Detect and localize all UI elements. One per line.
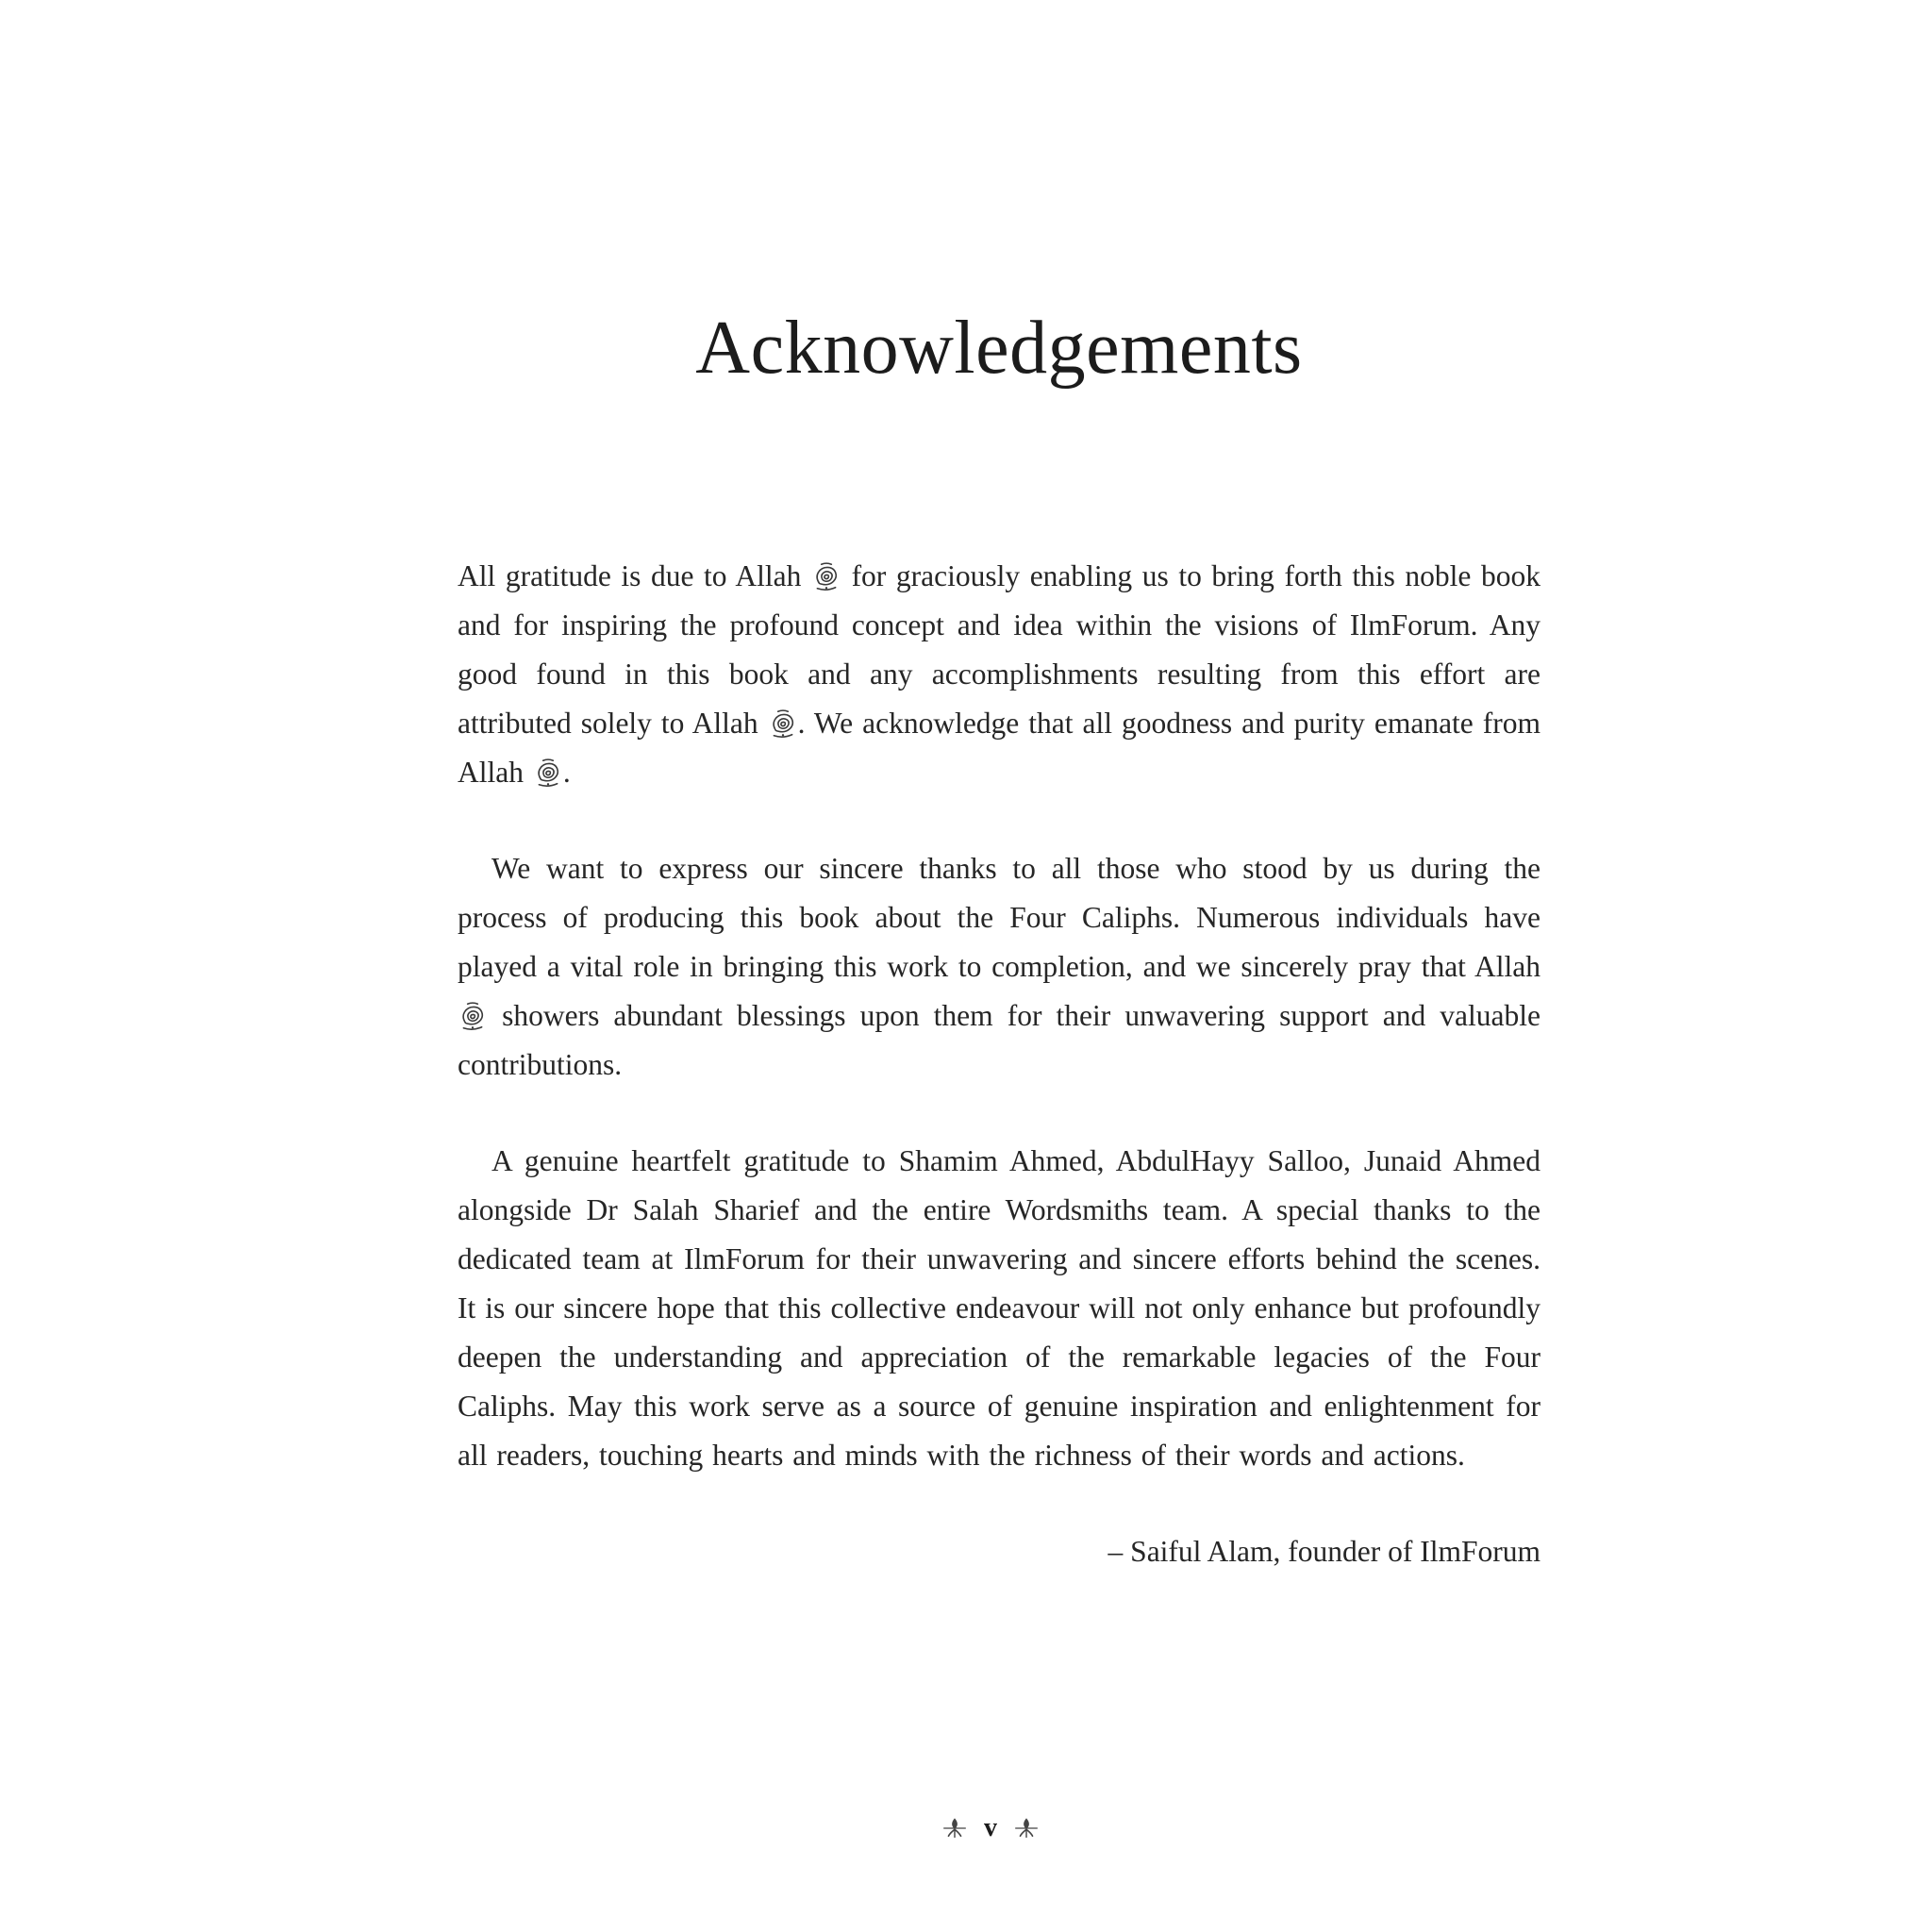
fleuron-right-icon [1014, 1816, 1039, 1840]
allah-honorific-icon [534, 758, 562, 788]
allah-honorific-icon [458, 1001, 487, 1031]
page-number: v [984, 1813, 997, 1842]
page-footer [458, 1813, 1524, 1843]
paragraph-2: We want to express our sincere thanks to all those who stood by us during the process of producing this book about the Four Caliphs. Numerous individuals have played a vital role in bringing this work to completion, and we sincerely pray that Allah showers abundant blessings upon them for their unwavering support and valuable contributions. [458, 852, 1541, 1081]
page-title: Acknowledgements [695, 307, 1303, 390]
page-content [458, 307, 1541, 1576]
allah-honorific-icon [812, 561, 841, 591]
paragraph-1: All gratitude is due to Allah for graciously enabling us to bring forth this noble book and for inspiring the profound concept and idea within the visions of IlmForum. Any good found in this book and any accomplishments resulting from this effort are attributed solely to Allah . We acknowledge that all goodness and purity emanate from Allah . [458, 559, 1541, 789]
fleuron-left-icon [942, 1816, 967, 1840]
allah-honorific-icon [769, 708, 797, 739]
paragraph-3: A genuine heartfelt gratitude to Shamim Ahmed, AbdulHayy Salloo, Junaid Ahmed alongside Dr Salah Sharief and the entire Wordsmiths team. A special thanks to the dedicated team at IlmForum for their unwavering and sincere efforts behind the scenes. It is our sincere hope that this collective endeavour will not only enhance but profoundly deepen the understanding and appreciation of the remarkable legacies of the Four Caliphs. May this work serve as a source of genuine inspiration and enlightenment for all readers, touching hearts and minds with the richness of their words and actions. [458, 1144, 1541, 1472]
body-text [458, 552, 1541, 1480]
signature-line: – Saiful Alam, founder of IlmForum [1108, 1535, 1541, 1568]
